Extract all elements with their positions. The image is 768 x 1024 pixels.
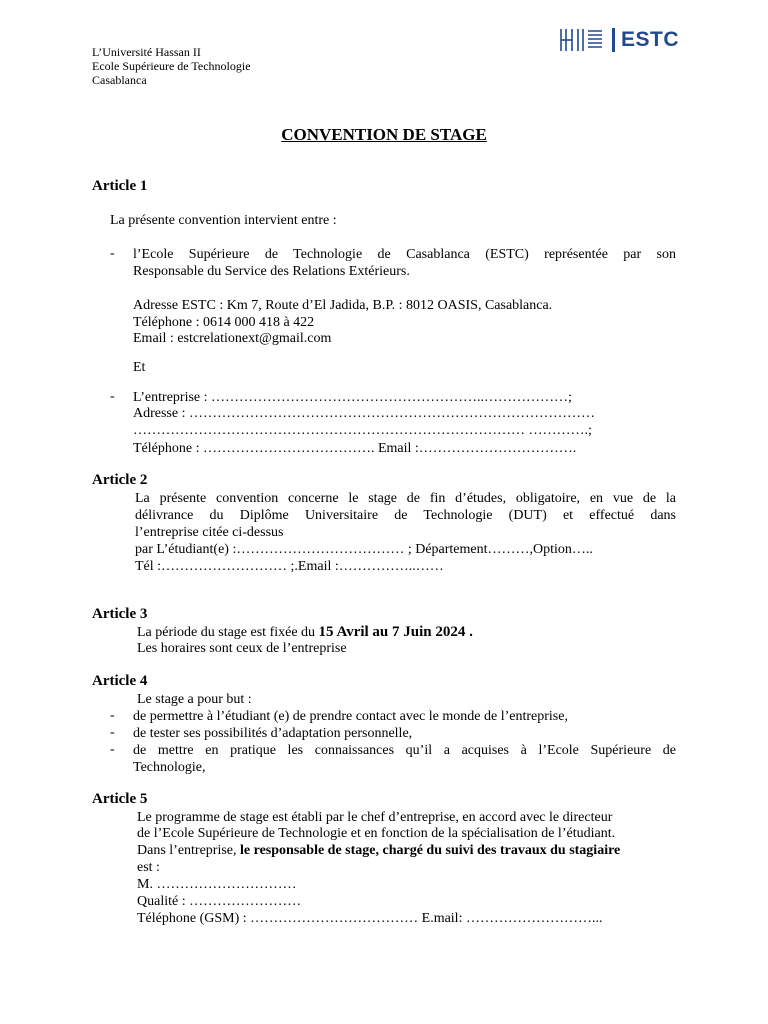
- internship-period: [137, 624, 473, 641]
- company-field: L’entreprise : …………………………………………………..………………;: [133, 390, 572, 405]
- city-name: Casablanca: [92, 73, 147, 87]
- bullet-dash: -: [110, 725, 115, 740]
- student-contact-field: Tél :……………………… ;.Email :……………..……: [135, 559, 444, 574]
- document-title: CONVENTION DE STAGE: [281, 125, 487, 144]
- article-5-line-4: est :: [137, 860, 160, 875]
- article-2-line-1: La présente convention concerne le stage de fin d’études, obligatoire, en vue de la: [135, 491, 676, 506]
- article-1-party-1-line-2: Responsable du Service des Relations Extérieurs.: [133, 264, 410, 279]
- supervisor-contact-field: Téléphone (GSM) : ……………………………… E.mail: ………………………...: [137, 911, 603, 926]
- working-hours: Les horaires sont ceux de l’entreprise: [137, 641, 347, 656]
- supervisor-name-field: M. …………………………: [137, 877, 297, 892]
- university-name: L’Université Hassan II: [92, 45, 201, 59]
- article-2-heading: Article 2: [92, 472, 148, 488]
- article-1-heading: Article 1: [92, 178, 148, 194]
- internship-period-label: La période du stage est fixée du: [137, 625, 319, 640]
- article-4-intro: Le stage a pour but :: [137, 692, 252, 707]
- bullet-dash: -: [110, 708, 115, 723]
- goal-1: de permettre à l’étudiant (e) de prendre contact avec le monde de l’entreprise,: [133, 709, 568, 724]
- estc-address: Adresse ESTC : Km 7, Route d’El Jadida, B.P. : 8012 OASIS, Casablanca.: [133, 298, 553, 313]
- internship-dates: 15 Avril au 7 Juin 2024 .: [318, 624, 473, 640]
- article-2-line-2: délivrance du Diplôme Universitaire de Technologie (DUT) et effectué dans: [135, 508, 676, 523]
- goal-3-line-1: de mettre en pratique les connaissances qu’il a acquises à l’Ecole Supérieure de: [133, 743, 676, 758]
- article-1-intro: La présente convention intervient entre :: [110, 213, 337, 228]
- logo-text: ESTC: [621, 28, 680, 51]
- conjunction-et: Et: [133, 360, 146, 375]
- article-4-heading: Article 4: [92, 673, 148, 689]
- article-3-heading: Article 3: [92, 606, 148, 622]
- article-5-line-1: Le programme de stage est établi par le chef d’entreprise, en accord avec le directeur: [137, 810, 613, 825]
- school-name: Ecole Supérieure de Technologie: [92, 59, 251, 73]
- estc-email: Email : estcrelationext@gmail.com: [133, 331, 332, 346]
- supervisor-description: le responsable de stage, chargé du suivi des travaux du stagiaire: [240, 843, 621, 858]
- estc-logo: [558, 26, 679, 54]
- article-1-party-1-line-1: l’Ecole Supérieure de Technologie de Casablanca (ESTC) représentée par son: [133, 247, 676, 262]
- company-address-field-cont: ………………………………………………………………………… ………….;: [133, 423, 592, 438]
- bullet-dash: -: [110, 742, 115, 757]
- bullet-dash: -: [110, 389, 115, 404]
- article-5-line-3: [137, 842, 620, 859]
- article-5-line-2: de l’Ecole Supérieure de Technologie et en fonction de la spécialisation de l’étudiant.: [137, 826, 616, 841]
- estc-phone: Téléphone : 0614 000 418 à 422: [133, 315, 315, 330]
- article-5-line-3-prefix: Dans l’entreprise,: [137, 843, 241, 858]
- article-2-line-3: l’entreprise citée ci-dessus: [135, 525, 284, 540]
- supervisor-quality-field: Qualité : ……………………: [137, 894, 302, 909]
- logo-divider: [612, 28, 615, 52]
- bullet-dash: -: [110, 246, 115, 261]
- article-5-heading: Article 5: [92, 791, 148, 807]
- goal-2: de tester ses possibilités d’adaptation personnelle,: [133, 726, 413, 741]
- estc-emblem-icon: [558, 27, 606, 53]
- company-phone-email-field: Téléphone : ………………………………. Email :…………………………….: [133, 441, 577, 456]
- goal-3-line-2: Technologie,: [133, 760, 206, 775]
- student-field: par L’étudiant(e) :……………………………… ; Département………,Option…..: [135, 542, 593, 557]
- company-address-field: Adresse : ……………………………………………………………………………: [133, 406, 595, 421]
